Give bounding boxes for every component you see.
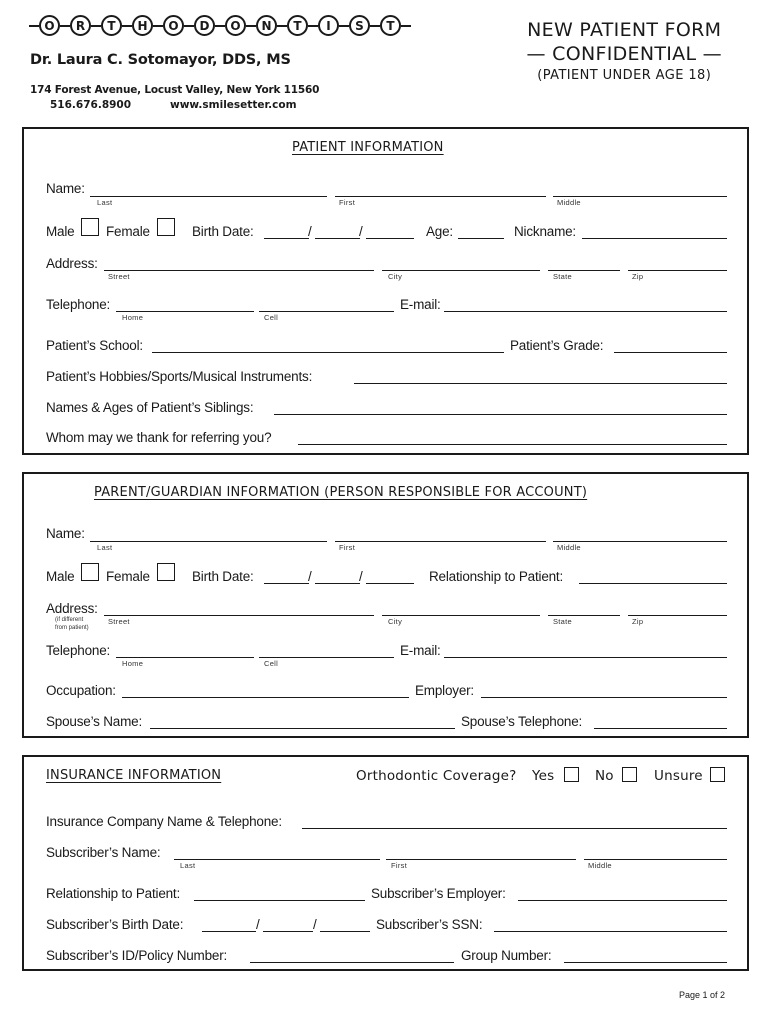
practice-address: 174 Forest Avenue, Locust Valley, New York 11560 — [30, 84, 320, 96]
yes-label: Yes — [532, 768, 555, 784]
patient-information-section — [22, 127, 749, 455]
company-field[interactable] — [302, 828, 727, 829]
group-number-field[interactable] — [564, 962, 727, 963]
logo-dash — [370, 25, 380, 27]
practice-phone: 516.676.8900 — [50, 99, 132, 111]
home-caption: Home — [122, 659, 144, 668]
logo-letter: O — [39, 15, 60, 36]
title-line-1: NEW PATIENT FORM — [527, 19, 722, 41]
form-title — [527, 18, 723, 86]
unsure-label: Unsure — [654, 768, 703, 784]
street-caption: Street — [108, 617, 130, 626]
relationship-label: Relationship to Patient: — [429, 569, 564, 584]
if-different-note-1: (if different — [55, 617, 84, 623]
insurance-section — [22, 755, 749, 971]
cell-phone-field[interactable] — [259, 311, 394, 312]
street-field[interactable] — [104, 615, 374, 616]
subscriber-name-label: Subscriber’s Name: — [46, 845, 161, 860]
logo-dash — [215, 25, 225, 27]
subscriber-last-field[interactable] — [174, 859, 380, 860]
female-label: Female — [106, 569, 150, 584]
spouse-name-field[interactable] — [150, 728, 455, 729]
referral-field[interactable] — [298, 444, 727, 445]
first-name-field[interactable] — [335, 541, 546, 542]
city-caption: City — [388, 617, 403, 626]
address-label: Address: — [46, 256, 98, 271]
slash: / — [359, 224, 363, 239]
state-caption: State — [553, 272, 573, 281]
contact-line — [50, 99, 297, 111]
siblings-field[interactable] — [274, 414, 727, 415]
no-checkbox[interactable] — [622, 767, 637, 782]
birth-date-label: Birth Date: — [192, 224, 254, 239]
if-different-note-2: from patient) — [55, 625, 89, 631]
street-caption: Street — [108, 272, 130, 281]
male-checkbox[interactable] — [81, 218, 99, 236]
employer-label: Employer: — [415, 683, 474, 698]
school-field[interactable] — [152, 352, 504, 353]
cell-caption: Cell — [264, 659, 279, 668]
subscriber-birth-day-field[interactable] — [263, 931, 313, 932]
logo-dash — [60, 25, 70, 27]
relationship-label: Relationship to Patient: — [46, 886, 181, 901]
birth-year-field[interactable] — [366, 238, 414, 239]
company-label: Insurance Company Name & Telephone: — [46, 814, 282, 829]
city-caption: City — [388, 272, 403, 281]
state-field[interactable] — [548, 270, 620, 271]
slash: / — [308, 224, 312, 239]
logo-dash — [153, 25, 163, 27]
logo-dash — [246, 25, 256, 27]
logo-letter: N — [256, 15, 277, 36]
spouse-phone-field[interactable] — [594, 728, 727, 729]
logo-letter: H — [132, 15, 153, 36]
name-label: Name: — [46, 181, 85, 196]
spouse-name-label: Spouse’s Name: — [46, 714, 143, 729]
title-line-2: — CONFIDENTIAL — — [526, 43, 722, 65]
nickname-label: Nickname: — [514, 224, 576, 239]
address-label: Address: — [46, 601, 98, 616]
cell-caption: Cell — [264, 313, 279, 322]
first-caption: First — [339, 543, 356, 552]
last-caption: Last — [97, 543, 113, 552]
age-field[interactable] — [458, 238, 504, 239]
last-name-field[interactable] — [90, 196, 327, 197]
spouse-phone-label: Spouse’s Telephone: — [461, 714, 583, 729]
first-caption: First — [339, 198, 356, 207]
logo-dash — [339, 25, 349, 27]
hobbies-label: Patient’s Hobbies/Sports/Musical Instruments: — [46, 369, 313, 384]
age-label: Age: — [426, 224, 453, 239]
name-label: Name: — [46, 526, 85, 541]
zip-field[interactable] — [628, 615, 727, 616]
email-field[interactable] — [444, 311, 727, 312]
birth-month-field[interactable] — [264, 583, 309, 584]
last-name-field[interactable] — [90, 541, 327, 542]
birth-day-field[interactable] — [315, 238, 360, 239]
hobbies-field[interactable] — [354, 383, 727, 384]
orthodontist-logo — [29, 15, 411, 36]
logo-letter: T — [287, 15, 308, 36]
logo-letter: T — [101, 15, 122, 36]
slash: / — [308, 569, 312, 584]
middle-caption: Middle — [557, 543, 581, 552]
logo-dash — [184, 25, 194, 27]
home-caption: Home — [122, 313, 144, 322]
birth-month-field[interactable] — [264, 238, 309, 239]
email-label: E-mail: — [400, 297, 441, 312]
logo-dash — [122, 25, 132, 27]
subscriber-id-label: Subscriber’s ID/Policy Number: — [46, 948, 228, 963]
slash: / — [313, 917, 317, 932]
subscriber-birth-label: Subscriber’s Birth Date: — [46, 917, 184, 932]
logo-dash — [277, 25, 287, 27]
middle-name-field[interactable] — [553, 541, 727, 542]
email-field[interactable] — [444, 657, 727, 658]
employer-field[interactable] — [481, 697, 727, 698]
siblings-label: Names & Ages of Patient’s Siblings: — [46, 400, 254, 415]
practice-website: www.smilesetter.com — [170, 99, 297, 111]
slash: / — [359, 569, 363, 584]
yes-checkbox[interactable] — [564, 767, 579, 782]
logo-dash — [308, 25, 318, 27]
parent-guardian-section — [22, 472, 749, 738]
grade-field[interactable] — [614, 352, 727, 353]
logo-letter: O — [163, 15, 184, 36]
subscriber-employer-label: Subscriber’s Employer: — [371, 886, 506, 901]
logo-dash — [29, 25, 39, 27]
subscriber-employer-field[interactable] — [518, 900, 727, 901]
logo-letter: D — [194, 15, 215, 36]
coverage-label: Orthodontic Coverage? — [356, 768, 517, 784]
section-title: PATIENT INFORMATION — [292, 140, 444, 155]
logo-dash — [401, 25, 411, 27]
doctor-name: Dr. Laura C. Sotomayor, DDS, MS — [30, 52, 291, 68]
first-name-field[interactable] — [335, 196, 546, 197]
unsure-checkbox[interactable] — [710, 767, 725, 782]
birth-date-label: Birth Date: — [192, 569, 254, 584]
group-number-label: Group Number: — [461, 948, 552, 963]
subscriber-ssn-field[interactable] — [494, 931, 727, 932]
home-phone-field[interactable] — [116, 311, 254, 312]
logo-dash — [91, 25, 101, 27]
city-field[interactable] — [382, 270, 540, 271]
zip-field[interactable] — [628, 270, 727, 271]
male-label: Male — [46, 224, 75, 239]
zip-caption: Zip — [632, 272, 644, 281]
birth-day-field[interactable] — [315, 583, 360, 584]
male-label: Male — [46, 569, 75, 584]
referral-label: Whom may we thank for referring you? — [46, 430, 272, 445]
telephone-label: Telephone: — [46, 643, 111, 658]
email-label: E-mail: — [400, 643, 441, 658]
subscriber-first-field[interactable] — [386, 859, 576, 860]
telephone-label: Telephone: — [46, 297, 111, 312]
first-caption: First — [391, 861, 408, 870]
subscriber-birth-month-field[interactable] — [202, 931, 256, 932]
male-checkbox[interactable] — [81, 563, 99, 581]
relationship-field[interactable] — [579, 583, 727, 584]
city-field[interactable] — [382, 615, 540, 616]
street-field[interactable] — [104, 270, 374, 271]
title-line-3: (PATIENT UNDER AGE 18) — [537, 68, 712, 83]
subscriber-ssn-label: Subscriber’s SSN: — [376, 917, 483, 932]
female-checkbox[interactable] — [157, 218, 175, 236]
zip-caption: Zip — [632, 617, 644, 626]
logo-letter: T — [380, 15, 401, 36]
logo-letter: O — [225, 15, 246, 36]
subscriber-id-field[interactable] — [250, 962, 454, 963]
state-field[interactable] — [548, 615, 620, 616]
cell-phone-field[interactable] — [259, 657, 394, 658]
state-caption: State — [553, 617, 573, 626]
occupation-field[interactable] — [122, 697, 409, 698]
logo-letter: I — [318, 15, 339, 36]
grade-label: Patient’s Grade: — [510, 338, 604, 353]
no-label: No — [595, 768, 614, 784]
subscriber-middle-field[interactable] — [584, 859, 727, 860]
last-caption: Last — [180, 861, 196, 870]
section-title: PARENT/GUARDIAN INFORMATION (PERSON RESPONSIBLE FOR ACCOUNT) — [94, 485, 588, 500]
slash: / — [256, 917, 260, 932]
home-phone-field[interactable] — [116, 657, 254, 658]
school-label: Patient’s School: — [46, 338, 143, 353]
middle-caption: Middle — [588, 861, 612, 870]
page-number: Page 1 of 2 — [678, 990, 725, 1000]
logo-letter: S — [349, 15, 370, 36]
last-caption: Last — [97, 198, 113, 207]
section-title: INSURANCE INFORMATION — [46, 768, 222, 783]
nickname-field[interactable] — [582, 238, 727, 239]
occupation-label: Occupation: — [46, 683, 116, 698]
birth-year-field[interactable] — [366, 583, 414, 584]
logo-letter: R — [70, 15, 91, 36]
female-label: Female — [106, 224, 150, 239]
relationship-field[interactable] — [194, 900, 365, 901]
middle-caption: Middle — [557, 198, 581, 207]
female-checkbox[interactable] — [157, 563, 175, 581]
middle-name-field[interactable] — [553, 196, 727, 197]
subscriber-birth-year-field[interactable] — [320, 931, 370, 932]
